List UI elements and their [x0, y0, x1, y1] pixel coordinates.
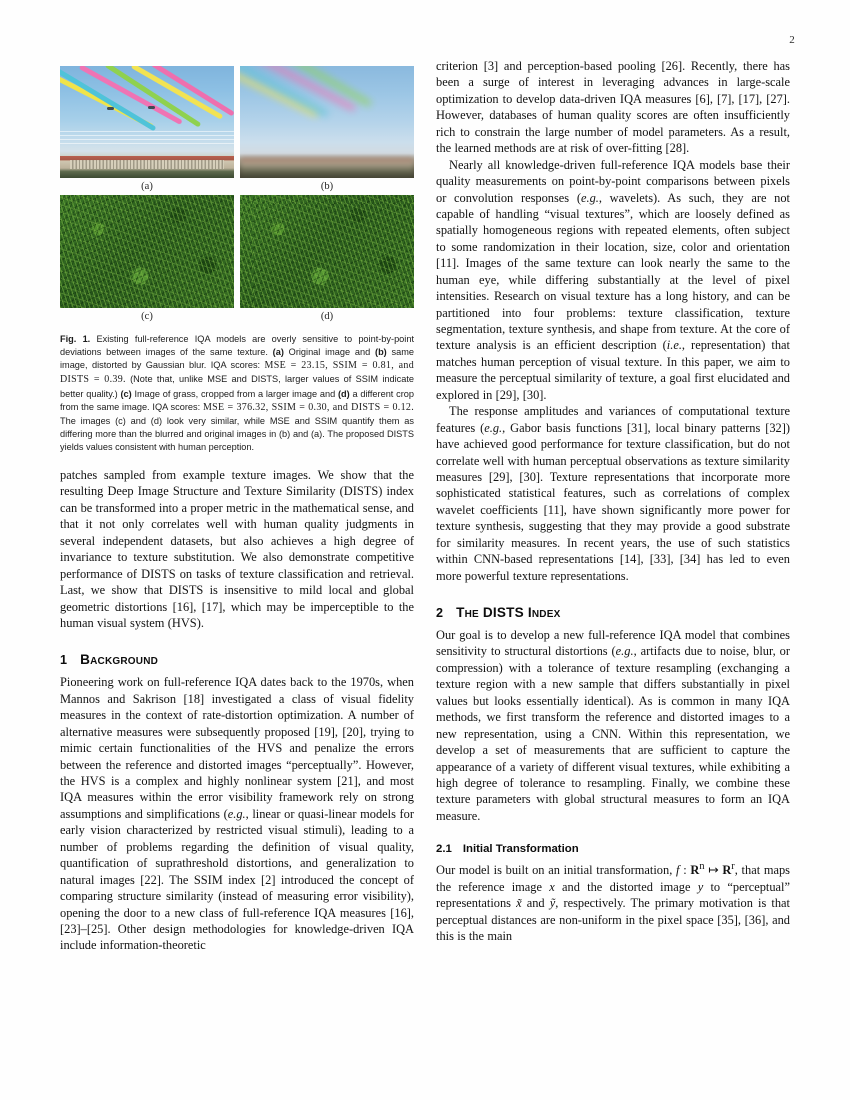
caption-bold-a: (a)	[272, 347, 284, 358]
math-superscript-n: n	[699, 861, 705, 873]
figure-row-bottom	[60, 195, 414, 325]
figure-panel-d-label: (d)	[320, 310, 334, 322]
math-superscript-r: r	[731, 861, 735, 873]
section-heading-2	[436, 605, 790, 620]
math-x-tilde: x̃	[516, 896, 522, 911]
model-text-5: and	[521, 896, 550, 911]
paragraph-initial-transformation	[436, 860, 790, 944]
caption-bold-c: (c)	[120, 388, 132, 399]
figure-panel-b	[240, 66, 414, 195]
page-number: 2	[789, 34, 795, 46]
building-blur	[240, 158, 414, 178]
nearly-text-1: Nearly all knowledge-driven full-reference IQA models base their quality measurements on point-by-point comparisons between pixels or convolution responses (	[436, 157, 790, 205]
figure-panel-b-label: (b)	[320, 181, 334, 192]
model-text-1: Our model is built on an initial transformation,	[436, 863, 677, 878]
section-1-number: 1	[60, 653, 68, 668]
model-text-2: , that maps the reference image	[436, 863, 791, 894]
caption-figure-number: Fig. 1.	[60, 334, 91, 345]
paragraph-criterion: criterion [3] and perception-based pooling [26]. Recently, there has been a surge of interest in leveraging advances in large-scale optimization to develop data-driven IQA measures [6], [7], [17], [27]. However, databases of human quality scores are often insufficiently rich to constrain the large number of model parameters. As a result, the learned methods are at risk of over-fitting [28].	[436, 59, 790, 156]
paragraph-response-amplitudes	[436, 403, 790, 584]
subsection-2-1-number: 2.1	[436, 843, 452, 856]
background-text-1: Pioneering work on full-reference IQA dates back to the 1970s, when Mannos and Sakrison [18] investigated a class of visual fidelity measures in the context of rate-distortion optimization. A number of alternative measures were subsequently proposed [19], [20], trying to mimic certain functionalities of the HVS and penalize the errors between the reference and distorted images “perceptually”. However, the HVS is a complex and highly nonlinear system [21], and most IQA measures within the error visibility framework rely on strong assumptions and simplifications (	[60, 675, 414, 821]
nearly-text-3: , representation) that matches human perception of visual texture. In this paper, we aim to measure the perceptual similarity of texture, a goal first elucidated and explored in [29], [30].	[436, 338, 790, 402]
caption-math-scores-1: MSE = 23.15, SSIM = 0.81, and DISTS = 0.39.	[60, 360, 414, 386]
jet-aircraft-1	[107, 107, 114, 110]
caption-text-6: a different crop from the same image. IQA scores:	[60, 388, 414, 412]
grass-texture-image-2	[240, 195, 414, 308]
math-y: y	[697, 879, 704, 894]
figure-1	[60, 66, 414, 454]
model-text-4: to “perceptual” representations	[436, 879, 790, 911]
response-eg-italic: e.g.	[484, 420, 503, 435]
figure-caption	[60, 333, 414, 454]
caption-text-3: same image, distorted by Gaussian blur. IQA scores:	[60, 347, 414, 371]
cloud-band	[60, 131, 234, 145]
caption-text-7: The images (c) and (d) look very similar, while MSE and SSIM quantify them as differing more than the blurred and original images in (b) and (a). The proposed DISTS yields values consistent with human perception.	[60, 415, 414, 452]
left-column	[60, 58, 414, 954]
figure-panel-d	[240, 195, 414, 325]
figure-panel-c	[60, 195, 234, 325]
section-heading-1	[60, 652, 414, 667]
great-hall-building	[60, 156, 234, 178]
figure-panel-a	[60, 66, 234, 195]
goal-text-2: , artifacts due to noise, blur, or compression) with a tolerance of texture resampling (exchanging a texture region with a new sample that differs substantially in pixel values but looks essentially identical). As is common in many IQA methods, we first transform the reference and distorted images to a new representation, using a CNN. Within this representation, we develop a set of measurements that are sufficient to capture the appearance of a variety of different visual textures, while exhibiting a high degree of tolerance to resampling. Finally, we combine these texture parameters with global structural measures to form an IQA measure.	[436, 644, 790, 823]
paragraph-intro-continuation: patches sampled from example texture images. We show that the resulting Deep Image Structure and Texture Similarity (DISTS) index can be transformed into a proper metric in the mathematical sense, and that it not only correlates well with human quality judgments in several independent datasets, but also achieves a high degree of invariance to texture substitution. We also demonstrate competitive performance of DISTS on tasks of texture classification and retrieval. Last, we show that DISTS is insensitive to mild local and global geometric distortions [16], [17], which may be imperceptible to the human visual system (HVS).	[60, 468, 414, 630]
figure-panel-a-label: (a)	[141, 181, 153, 192]
caption-text-1: Existing full-reference IQA models are overly sensitive to point-by-point deviations between images of the same texture.	[60, 334, 414, 358]
subsection-heading-2-1	[436, 843, 790, 855]
math-x: x	[549, 879, 555, 894]
background-text-2: , linear or quasi-linear models for early vision characterized by restricted visual stimuli), leading to a number of problems regarding the definition of visual quality, quantification of suprathreshold distortions, and generalization to natural images [22]. The SSIM index [2] introduced the concept of comparing structure similarity (instead of measuring error visibility), opening the door to a new class of full-reference IQA measures [16], [23]–[25]. Other design methodologies for knowledge-driven IQA include information-theoretic	[60, 806, 414, 953]
figure-panel-c-label: (c)	[141, 310, 153, 322]
math-y-tilde: ỹ	[549, 896, 556, 911]
math-colon: :	[679, 863, 691, 878]
paragraph-nearly-all	[436, 157, 790, 404]
caption-bold-b: (b)	[375, 347, 387, 358]
math-f: f	[676, 863, 680, 878]
caption-bold-d: (d)	[337, 388, 350, 399]
model-text-3: and the distorted image	[554, 879, 698, 894]
section-2-title: The DISTS Index	[456, 605, 561, 620]
section-1-title: Background	[80, 652, 159, 668]
caption-math-scores-2: MSE = 376.32, SSIM = 0.30, and DISTS = 0.12.	[202, 401, 415, 413]
section-2-number: 2	[436, 606, 444, 620]
nearly-text-2: , wavelets). As such, they are not capable of handling “visual textures”, which are loosely defined as spatially homogeneous regions with repeated elements, often subject to some randomization in their location, size, color and orientation [11]. Images of the same texture can look nearly the same to the human eye, while differing substantially at the level of pixel intensities. Research on visual texture has a long history, and can be partitioned into four problems: texture classification, texture segmentation, texture synthesis, and shape from texture. At the core of texture analysis is an efficient description (	[436, 190, 790, 353]
paragraph-our-goal	[436, 627, 790, 824]
right-column	[436, 58, 790, 954]
two-column-layout	[60, 58, 790, 954]
paragraph-background	[60, 674, 414, 953]
response-text-1: The response amplitudes and variances of computational texture features (	[436, 404, 790, 435]
caption-text-4: (Note that, unlike MSE and DISTS, larger values of SSIM indicate better quality.)	[60, 374, 414, 399]
model-text-6: , respectively. The primary motivation is that perceptual distances are non-uniform in the pixel space [35], [36], and this is the main	[436, 896, 790, 944]
caption-text-5: Image of grass, cropped from a larger image and	[131, 388, 338, 399]
jet-aircraft-2	[148, 106, 155, 109]
response-text-2: , Gabor basis functions [31], local binary patterns [32]) have achieved good performance for texture classification, but do not correlate well with human perceptual observations as texture similarity measures [29], [30]. Texture representations that incorporate more sophisticated statistical features, such as correlations of complex wavelet coefficients [11], have shown significantly more power for texture synthesis, suggesting that they may provide a good substrate for similarity measures. In recent years, the use of such statistics within CNN-based representations [14], [33], [34] has led to even more powerful texture representations.	[436, 420, 790, 583]
math-maps-to-arrow: ↦	[704, 863, 723, 878]
nearly-ie-italic: i.e.	[666, 338, 682, 353]
grass-texture-image-1	[60, 195, 234, 308]
goal-eg-italic: e.g.	[615, 644, 634, 659]
background-eg-italic: e.g.	[227, 806, 246, 821]
subsection-2-1-title: Initial Transformation	[462, 843, 579, 856]
nearly-eg-italic: e.g.	[580, 190, 599, 205]
caption-text-2: Original image and	[283, 347, 376, 358]
figure-row-top	[60, 66, 414, 195]
airshow-blurred-image	[240, 66, 414, 178]
math-blackboard-r-n: R	[690, 863, 700, 878]
airshow-original-image	[60, 66, 234, 178]
math-blackboard-r-r: R	[722, 863, 732, 878]
goal-text-1: Our goal is to develop a new full-reference IQA model that combines sensitivity to structural distortions (	[436, 628, 790, 659]
